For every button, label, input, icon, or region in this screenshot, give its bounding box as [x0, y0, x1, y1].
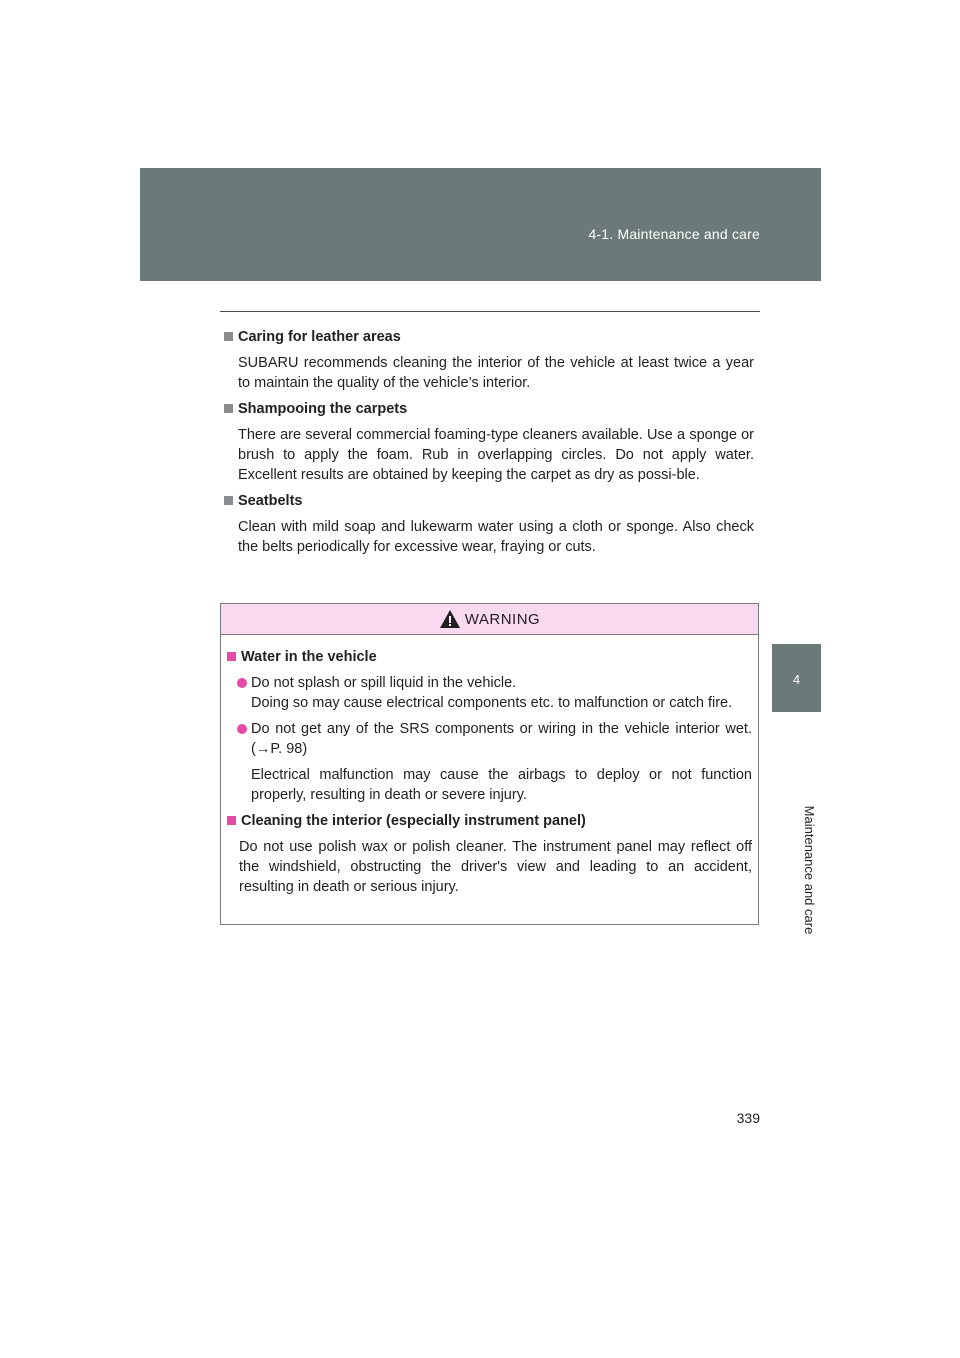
chapter-label: Maintenance and care: [802, 805, 817, 935]
warning-heading-water: Water in the vehicle: [241, 649, 377, 665]
header-band: [140, 168, 821, 281]
section-text: SUBARU recommends cleaning the interior of the vehicle at least twice a year to maintain the quality of the vehicle’s interior.: [238, 355, 754, 391]
chapter-tab: [772, 644, 821, 712]
top-rule: [220, 311, 760, 312]
section-heading: Seatbelts: [238, 493, 303, 509]
square-bullet-icon: [224, 496, 233, 505]
main-content: [224, 327, 754, 563]
warning-body: [221, 635, 758, 897]
warning-text: Do not use polish wax or polish cleaner. The instrument panel may reflect off the windshield, obstructing the driver's view and leading to an accident, resulting in death or serious injury.: [239, 839, 752, 895]
warning-triangle-icon: [439, 609, 461, 629]
section-carpets: [224, 399, 754, 485]
list-item: [237, 673, 752, 713]
section-title: 4-1. Maintenance and care: [588, 226, 760, 242]
chapter-number: 4: [792, 672, 801, 687]
round-bullet-icon: [237, 724, 247, 734]
square-bullet-icon: [224, 332, 233, 341]
warning-header: [221, 604, 758, 635]
round-bullet-icon: [237, 678, 247, 688]
warning-box: [220, 603, 759, 925]
list-item: [237, 719, 752, 759]
page-number: 339: [736, 1110, 760, 1126]
section-leather: [224, 327, 754, 393]
bullet-detail: Doing so may cause electrical components etc. to malfunction or catch fire.: [251, 695, 733, 711]
square-bullet-icon: [227, 652, 236, 661]
warning-title: WARNING: [464, 610, 541, 628]
square-bullet-icon: [227, 816, 236, 825]
section-heading: Shampooing the carpets: [238, 401, 408, 417]
section-seatbelts: [224, 491, 754, 557]
warning-heading-cleaning: Cleaning the interior (especially instrument panel): [241, 813, 586, 829]
bullet-text: Do not get any of the SRS components or wiring in the vehicle interior wet. (→P. 98): [251, 721, 752, 757]
bullet-text: Do not splash or spill liquid in the vehicle.: [251, 675, 517, 691]
section-heading: Caring for leather areas: [238, 329, 401, 345]
section-text: Clean with mild soap and lukewarm water using a cloth or sponge. Also check the belts periodically for excessive wear, fraying or cuts.: [238, 519, 754, 555]
square-bullet-icon: [224, 404, 233, 413]
bullet-detail: Electrical malfunction may cause the airbags to deploy or not function properly, resulting in death or severe injury.: [251, 767, 752, 803]
section-text: There are several commercial foaming-type cleaners available. Use a sponge or brush to apply the foam. Rub in overlapping circles. Do not apply water. Excellent results are obtained by keeping the carpet as dry as possi-ble.: [238, 427, 754, 483]
